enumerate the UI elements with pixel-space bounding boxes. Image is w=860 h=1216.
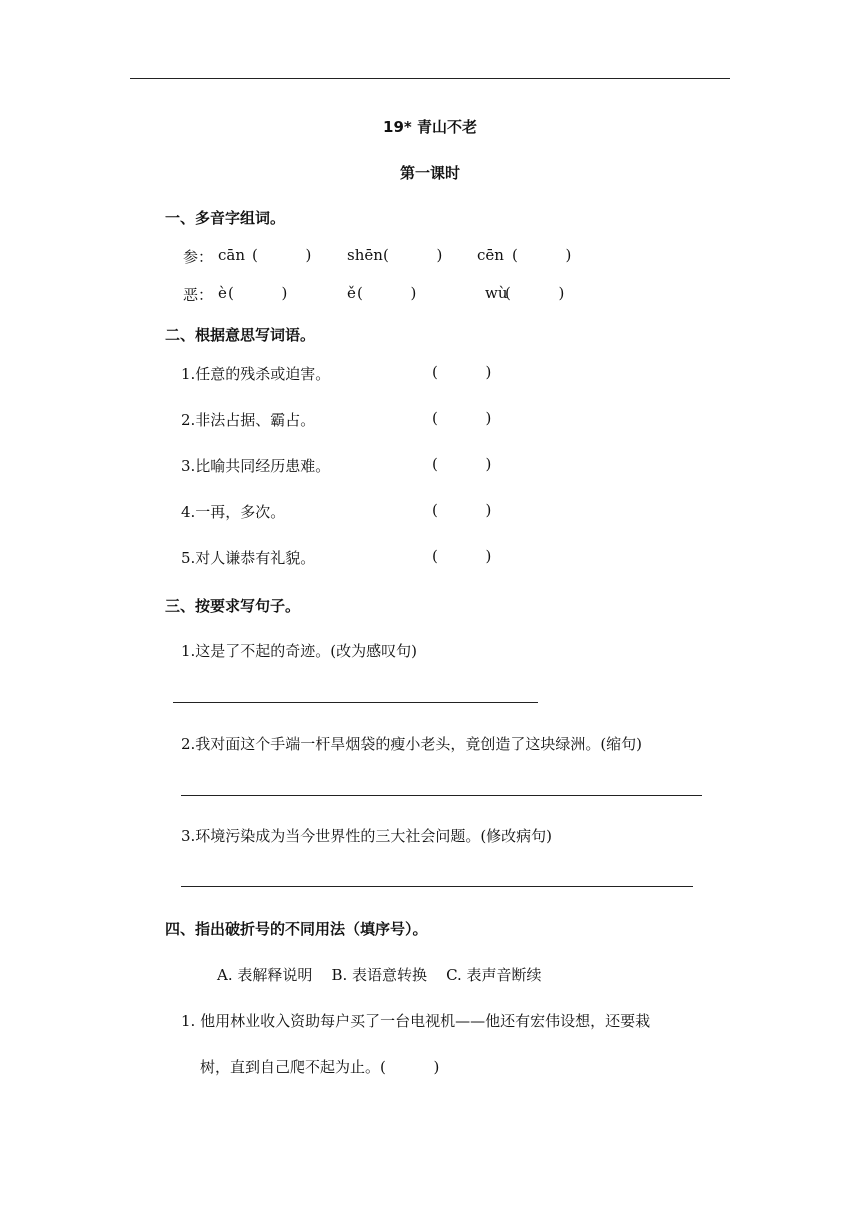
section3-heading: 三、按要求写句子。 bbox=[165, 597, 301, 615]
answer-paren[interactable]: ( ) bbox=[383, 246, 443, 264]
answer-paren[interactable]: ( ) bbox=[432, 363, 492, 381]
dash-question-continued[interactable]: 树，直到自己爬不起为止。( ) bbox=[200, 1058, 440, 1076]
answer-line[interactable] bbox=[181, 886, 693, 887]
section1-heading: 一、多音字组词。 bbox=[165, 209, 286, 227]
lesson-subtitle: 第一课时 bbox=[399, 164, 460, 182]
section4-heading: 四、指出破折号的不同用法（填序号）。 bbox=[165, 920, 428, 938]
polyphone-char: 参： bbox=[183, 248, 214, 266]
sentence-task: 3.环境污染成为当今世界性的三大社会问题。(修改病句) bbox=[181, 827, 553, 845]
pinyin: è bbox=[218, 284, 227, 302]
sentence-task: 2.我对面这个手端一杆旱烟袋的瘦小老头，竟创造了这块绿洲。(缩句) bbox=[181, 735, 643, 753]
polyphone-char: 恶： bbox=[183, 286, 214, 304]
dash-usage-options: A. 表解释说明 B. 表语意转换 C. 表声音断续 bbox=[217, 966, 542, 984]
definition-item: 2.非法占据、霸占。 bbox=[181, 411, 316, 429]
definition-item: 3.比喻共同经历患难。 bbox=[181, 457, 331, 475]
answer-paren[interactable]: ( ) bbox=[432, 455, 492, 473]
answer-paren[interactable]: ( ) bbox=[505, 284, 565, 302]
definition-item: 5.对人谦恭有礼貌。 bbox=[181, 549, 316, 567]
answer-line[interactable] bbox=[173, 702, 538, 703]
top-rule bbox=[130, 78, 730, 79]
answer-paren[interactable]: ( ) bbox=[252, 246, 312, 264]
dash-question: 1. 他用林业收入资助每户买了一台电视机——他还有宏伟设想，还要栽 bbox=[181, 1012, 651, 1030]
answer-paren[interactable]: ( ) bbox=[432, 547, 492, 565]
answer-paren[interactable]: ( ) bbox=[357, 284, 417, 302]
section2-heading: 二、根据意思写词语。 bbox=[165, 326, 316, 344]
pinyin: cēn bbox=[477, 246, 504, 264]
pinyin: shēn bbox=[347, 246, 383, 264]
definition-item: 4.一再，多次。 bbox=[181, 503, 286, 521]
answer-paren[interactable]: ( ) bbox=[228, 284, 288, 302]
pinyin: wù bbox=[485, 284, 508, 302]
answer-paren[interactable]: ( ) bbox=[432, 409, 492, 427]
pinyin: cān bbox=[218, 246, 246, 264]
sentence-task: 1.这是了不起的奇迹。(改为感叹句) bbox=[181, 642, 418, 660]
answer-line[interactable] bbox=[181, 795, 702, 796]
pinyin: ě bbox=[347, 284, 356, 302]
answer-paren[interactable]: ( ) bbox=[432, 501, 492, 519]
lesson-title: 19* 青山不老 bbox=[383, 118, 477, 136]
answer-paren[interactable]: ( ) bbox=[512, 246, 572, 264]
definition-item: 1.任意的残杀或迫害。 bbox=[181, 365, 331, 383]
